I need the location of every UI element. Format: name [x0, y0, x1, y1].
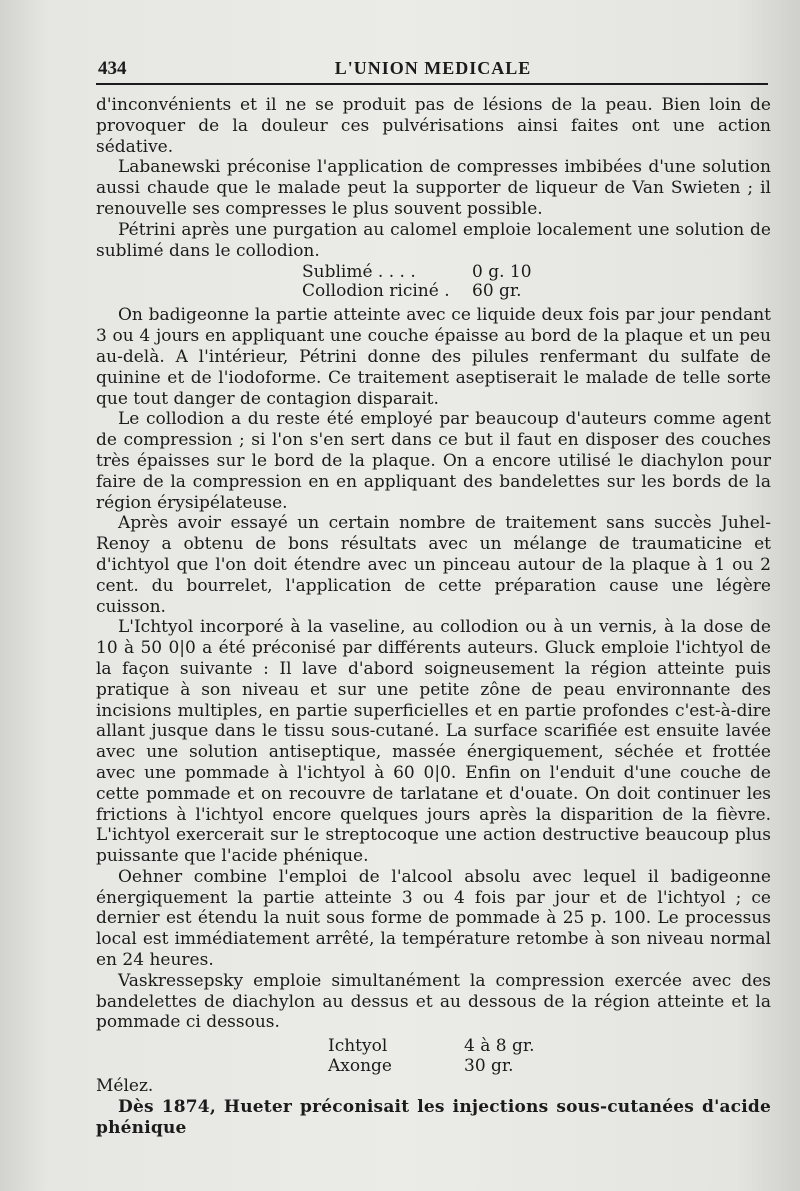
paragraph: Oehner combine l'emploi de l'alcool absolu avec lequel il badigeonne énergiquement la partie atteinte 3 ou 4 fois par jour et de l'ichtyol ; ce dernier est étendu la nuit sous forme de pommade à 25 p. 100. Le processus local est immédiatement arrêté, la température retombe à son niveau normal en 24 heures. — [96, 866, 771, 971]
formula-ingredient: Sublimé . . . . — [302, 262, 416, 283]
page-number: 434 — [98, 58, 127, 79]
paragraph: Après avoir essayé un certain nombre de traitement sans succès Juhel-Renoy a obtenu de bons résultats avec un mélange de traumaticine et d'ichtyol que l'on doit étendre avec un pinceau autour de la plaque à 1 ou 2 cent. du bourrelet, l'application de cette préparation cause une légère cuisson. — [96, 513, 771, 617]
formula-dose: 60 gr. — [472, 281, 522, 302]
paragraph: Vaskressepsky emploie simultanément la compression exercée avec des bandelettes de diachylon au dessus et au dessous de la région atteinte et la pommade ci dessous. — [96, 970, 771, 1033]
formula-ingredient: Ichtyol — [328, 1036, 388, 1057]
body-text — [96, 95, 771, 1139]
formula-ingredient: Axonge — [328, 1056, 392, 1077]
formula-ichtyol — [328, 1036, 771, 1076]
closing-line: Dès 1874, Hueter préconisait les injections sous-cutanées d'acide phénique — [96, 1097, 771, 1138]
paragraph: Pétrini après une purgation au calomel emploie localement une solution de sublimé dans le collodion. — [96, 219, 771, 261]
paragraph: Labanewski préconise l'application de compresses imbibées d'une solution aussi chaude que le malade peut la supporter de liqueur de Van Swieten ; il renouvelle ses compresses le plus souvent possible. — [96, 157, 771, 219]
formula-row — [328, 1036, 771, 1056]
formula-row — [302, 263, 771, 282]
melez-note: Mélez. — [96, 1076, 154, 1097]
formula-row — [328, 1056, 771, 1076]
formula-sublime — [302, 263, 771, 301]
formula-dose: 30 gr. — [464, 1056, 514, 1077]
paragraph: Le collodion a du reste été employé par beaucoup d'auteurs comme agent de compression ; si l'on s'en sert dans ce but il faut en disposer des couches très épaisses sur le bord de la plaque. On a encore utilisé le diachylon pour faire de la compression en en appliquant des bandelettes sur les bords de la région érysipélateuse. — [96, 409, 771, 513]
paragraph: On badigeonne la partie atteinte avec ce liquide deux fois par jour pendant 3 ou 4 jours en appliquant une couche épaisse au bord de la plaque et un peu au-delà. A l'intérieur, Pétrini donne des pilules renfermant du sulfate de quinine et de l'iodoforme. Ce traitement aseptiserait le malade de telle sorte que tout danger de contagion disparait. — [96, 305, 771, 409]
running-title: L'UNION MEDICALE — [334, 58, 532, 78]
header-rule — [96, 83, 768, 85]
formula-dose: 0 g. 10 — [472, 262, 532, 283]
formula-ingredient: Collodion riciné . — [302, 281, 450, 302]
page-header — [98, 50, 768, 80]
formula-row — [302, 282, 771, 301]
paragraph: d'inconvénients et il ne se produit pas de lésions de la peau. Bien loin de provoquer de la douleur ces pulvérisations ainsi faites ont une action sédative. — [96, 95, 771, 157]
paragraph: L'Ichtyol incorporé à la vaseline, au collodion ou à un vernis, à la dose de 10 à 50 0|0 a été préconisé par différents auteurs. Gluck emploie l'ichtyol de la façon suivante : Il lave d'abord soigneusement la région atteinte puis pratique à son niveau et sur une petite zône de peau environnante des incisions multiples, en partie superficielles et en partie profondes c'est-à-dire allant jusque dans le tissu sous-cutané. La surface scarifiée est ensuite lavée avec une solution antiseptique, massée énergiquement, séchée et frottée avec une pommade à l'ichtyol à 60 0|0. Enfin on l'enduit d'une couche de cette pommade et on recouvre de tarlatane et d'ouate. On doit continuer les frictions à l'ichtyol encore quelques jours après la disparition de la fièvre. L'ichtyol exercerait sur le streptocoque une action destructive beaucoup plus puissante que l'acide phénique. — [96, 617, 771, 867]
formula-dose: 4 à 8 gr. — [464, 1036, 535, 1057]
